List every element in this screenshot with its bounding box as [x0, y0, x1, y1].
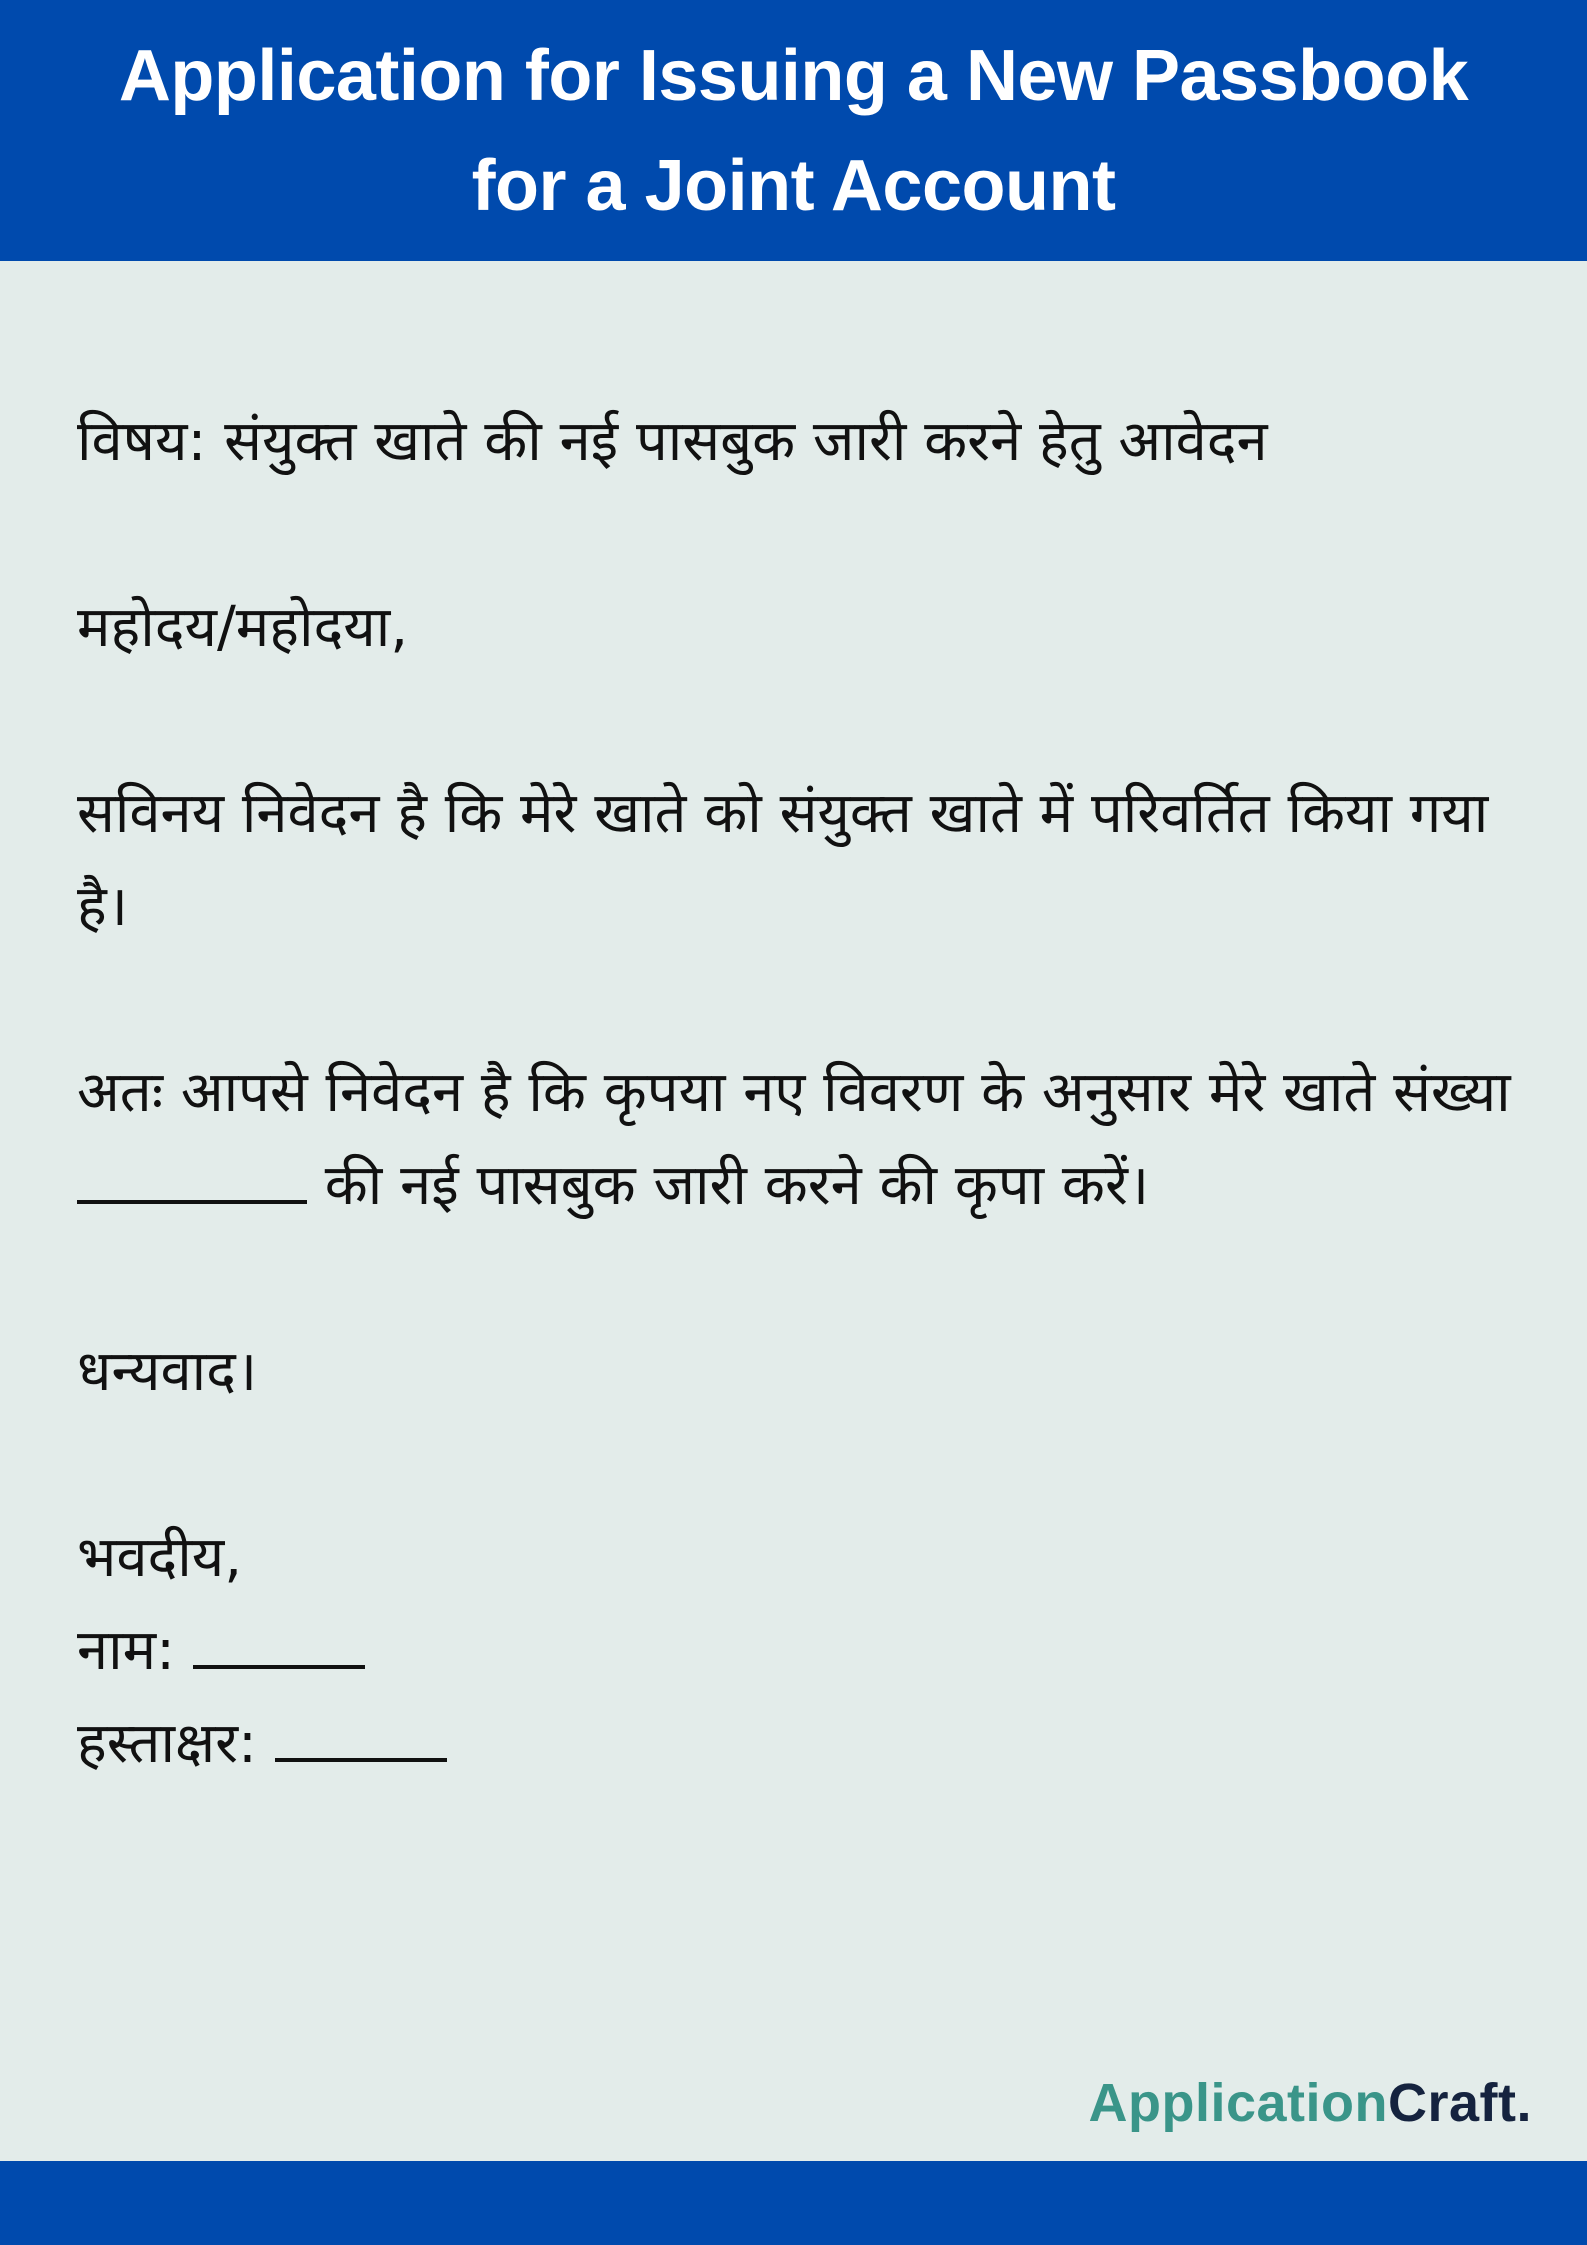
name-blank[interactable] [193, 1665, 365, 1669]
spacer [77, 674, 1517, 767]
signature-blank[interactable] [275, 1758, 447, 1762]
name-line [77, 1604, 1517, 1697]
brand-logo [1088, 2068, 1532, 2138]
page-title-line-2: for a Joint Account [471, 145, 1116, 226]
name-label: नाम: [77, 1618, 193, 1683]
paragraph-request-part1: अतः आपसे निवेदन है कि कृपया नए विवरण के अनुसार मेरे खाते संख्या [77, 1060, 1511, 1125]
page-title-line-1: Application for Issuing a New Passbook [118, 35, 1469, 116]
subject-line: विषय: संयुक्त खाते की नई पासबुक जारी करने हेतु आवेदन [77, 409, 1268, 474]
signature-label: हस्ताक्षर: [77, 1711, 275, 1776]
closing-line: भवदीय, [77, 1525, 243, 1590]
signature-line [77, 1697, 1517, 1790]
spacer [77, 488, 1517, 581]
spacer [77, 953, 1517, 1046]
brand-logo-part1: Application [1088, 2073, 1388, 2133]
brand-logo-part2: Craft. [1387, 2073, 1532, 2133]
account-number-blank[interactable] [77, 1200, 307, 1204]
paragraph-request-part2: की नई पासबुक जारी करने की कृपा करें। [307, 1153, 1150, 1218]
letter-body [77, 395, 1517, 1790]
header-banner [0, 0, 1587, 261]
thanks-line: धन्यवाद। [77, 1339, 258, 1404]
salutation: महोदय/महोदया, [77, 595, 409, 660]
paragraph-request-intro: सविनय निवेदन है कि मेरे खाते को संयुक्त खाते में परिवर्तित किया गया है। [77, 781, 1489, 939]
footer-bar [0, 2161, 1587, 2245]
paragraph-request [77, 1046, 1517, 1232]
spacer [77, 1232, 1517, 1325]
spacer [77, 1418, 1517, 1511]
